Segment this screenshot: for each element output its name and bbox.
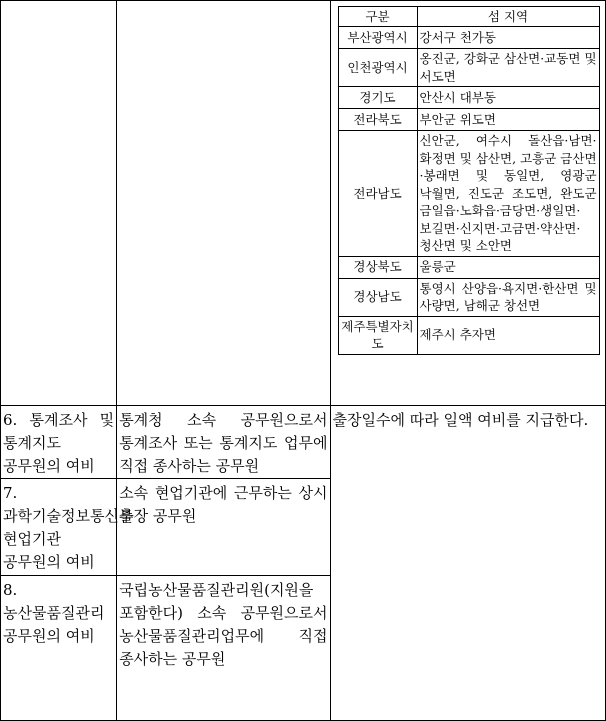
island-table-row [1,1,606,406]
category-cell [1,479,134,576]
islands-cell: 옹진군, 강화군 삼산면·교동면 및 서도면 [417,49,599,87]
table-row [338,109,599,131]
region-cell: 전라남도 [338,131,417,257]
target-cell [117,479,330,576]
table-row [1,406,606,479]
target-text: 통계청 소속 공무원으로서 통계조사 또는 통계지도 업무에 직접 종사하는 공무원 [119,411,328,475]
target-text: 소속 현업기관에 근무하는 상시 출장 공무원 [119,484,328,525]
islands-cell: 부안군 위도면 [417,109,599,131]
empty-cell [117,1,330,406]
islands-cell: 통영시 산양읍·욕지면·한산면 및 사량면, 남해군 창선면 [417,278,599,316]
region-cell: 부산광역시 [338,27,417,49]
header-region: 구분 [338,7,417,27]
islands-cell: 안산시 대부동 [417,87,599,109]
table-row [338,27,599,49]
target-cell [117,576,330,721]
island-table-cell [330,1,605,406]
islands-cell: 신안군, 여수시 돌산읍·남면·화정면 및 삼산면, 고흥군 금산면·봉래면 및 동일면, 영광군 낙월면, 진도군 조도면, 완도군 금일읍·노화읍·금당면·생일면·보길면·신지면·고금면·약산면·청산면 및 소안면 [417,131,599,257]
region-cell: 경상남도 [338,278,417,316]
region-cell: 제주특별자치도 [338,316,417,354]
category-cell [1,406,117,479]
table-row [338,256,599,278]
target-cell [117,406,330,479]
islands-cell: 제주시 추자면 [417,316,599,354]
criteria-text: 출장일수에 따라 일액 여비를 지급한다. [332,411,589,429]
region-cell: 인천광역시 [338,49,417,87]
category-text: 8. 농산물품질관리 공무원의 여비 [3,581,105,645]
islands-cell: 울릉군 [417,256,599,278]
region-cell: 경상북도 [338,256,417,278]
region-cell: 경기도 [338,87,417,109]
category-text: 7. 과학기술정보통신부 현업기관 공무원의 여비 [3,484,134,571]
criteria-cell [330,406,605,721]
table-row [338,316,599,354]
table-row [338,87,599,109]
category-cell [1,576,117,721]
region-cell: 전라북도 [338,109,417,131]
table-row [338,278,599,316]
islands-cell: 강서구 천가동 [417,27,599,49]
category-text: 6. 통계조사 및 통계지도 공무원의 여비 [3,411,115,475]
target-text: 국립농산물품질관리원(지원을 포함한다) 소속 공무원으로서 농산물품질관리업무에 직접 종사하는 공무원 [119,581,328,668]
island-region-table [338,6,600,355]
header-islands: 섬 지역 [417,7,599,27]
empty-cell [1,1,117,406]
table-row [338,131,599,257]
table-row [338,49,599,87]
